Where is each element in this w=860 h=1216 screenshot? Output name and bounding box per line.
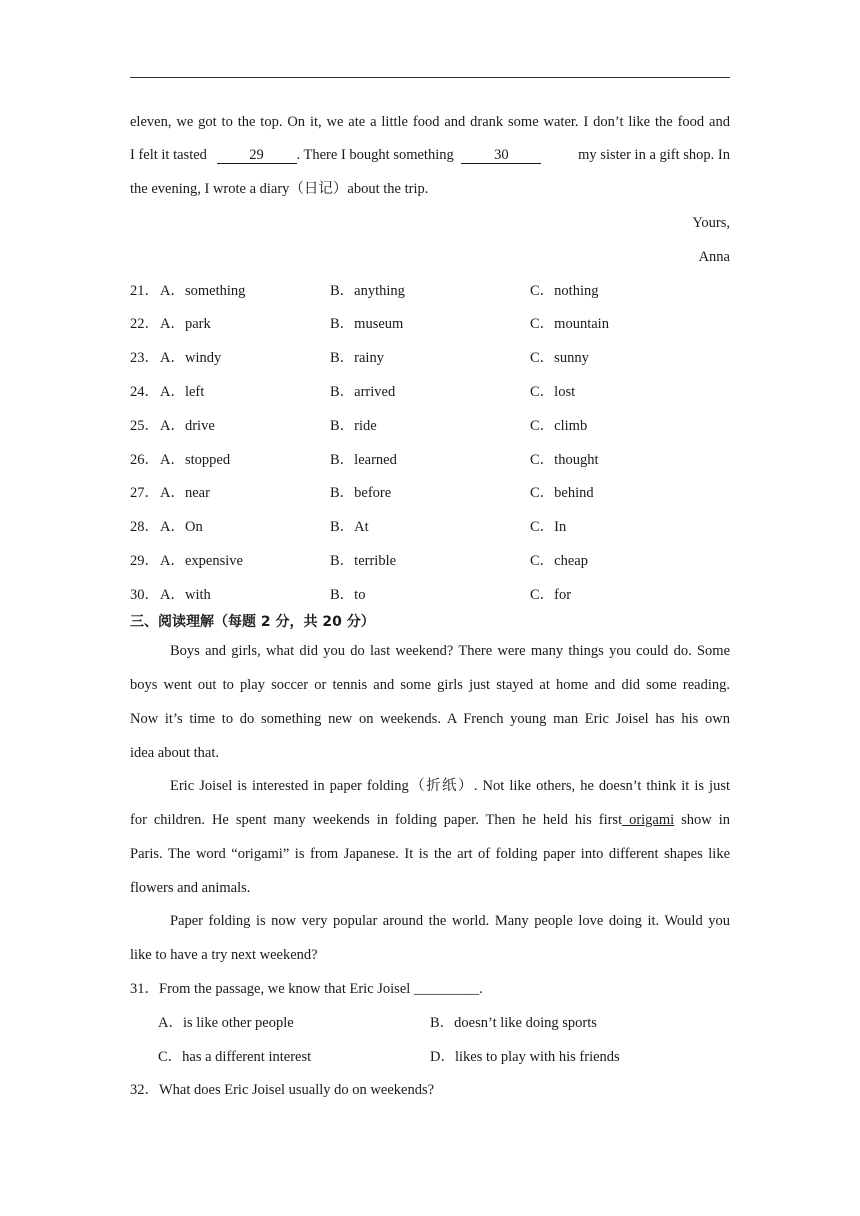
blank-29: 29 (217, 147, 297, 164)
question-number: 30． (130, 587, 159, 603)
option-row (130, 450, 730, 470)
passage-line: boys went out to play soccer or tennis and some girls just stayed at home and did some reading. (130, 677, 730, 693)
question-number: 24． (130, 384, 159, 400)
option-a: A．drive (160, 418, 215, 434)
question-number: 25． (130, 418, 159, 434)
option-a: A．with (160, 587, 211, 603)
q31-option-d: D．likes to play with his friends (430, 1049, 620, 1065)
option-a: A．park (160, 316, 211, 332)
option-c: C．nothing (530, 283, 599, 299)
option-a: A．stopped (160, 452, 231, 468)
passage-line: Paris. The word “origami” is from Japanese. It is the art of folding paper into different shapes like (130, 846, 730, 862)
option-c: C．sunny (530, 350, 589, 366)
option-b: B．rainy (330, 350, 384, 366)
option-c: C．In (530, 519, 567, 535)
option-b: B．before (330, 485, 392, 501)
option-row (130, 551, 730, 571)
passage-line: Eric Joisel is interested in paper folding（折纸）. Not like others, he doesn’t think it is just (170, 778, 730, 794)
passage-line: Now it’s time to do something new on weekends. A French young man Eric Joisel has his own (130, 711, 730, 727)
option-row (130, 585, 730, 605)
question-31-options-row-2 (130, 1047, 730, 1067)
origami-underlined-word: origami (622, 812, 675, 828)
passage-line: Boys and girls, what did you do last weekend? There were many things you could do. Some (170, 643, 730, 659)
letter-signature: Anna (698, 249, 730, 265)
header-rule (130, 77, 730, 78)
question-number: 23． (130, 350, 159, 366)
letter-line-2-end: my sister in a gift shop. In (578, 147, 730, 163)
option-b: B．arrived (330, 384, 396, 400)
question-number: 22． (130, 316, 159, 332)
question-number: 21． (130, 283, 159, 299)
option-b: B．At (330, 519, 369, 535)
question-31: 31．From the passage, we know that Eric Joisel _________. (130, 981, 483, 997)
option-a: A．something (160, 283, 246, 299)
q31-option-b: B．doesn’t like doing sports (430, 1015, 597, 1031)
question-number: 26． (130, 452, 159, 468)
question-number: 27． (130, 485, 159, 501)
option-row (130, 348, 730, 368)
question-32: 32．What does Eric Joisel usually do on weekends? (130, 1082, 435, 1098)
option-a: A．expensive (160, 553, 243, 569)
option-a: A．windy (160, 350, 222, 366)
q31-option-a: A．is like other people (158, 1015, 294, 1031)
option-b: B．terrible (330, 553, 397, 569)
option-b: B．to (330, 587, 366, 603)
option-a: A．On (160, 519, 203, 535)
option-row (130, 281, 730, 301)
option-b: B．ride (330, 418, 377, 434)
passage-line (130, 810, 730, 830)
passage-text: for children. He spent many weekends in folding paper. Then he held his first (130, 812, 623, 828)
option-c: C．behind (530, 485, 594, 501)
section-heading: 三、阅读理解（每题 2 分，共 20 分） (130, 614, 375, 630)
option-c: C．thought (530, 452, 599, 468)
letter-line-2 (130, 145, 730, 165)
option-b: B．anything (330, 283, 405, 299)
question-number: 28． (130, 519, 159, 535)
option-row (130, 314, 730, 334)
passage-line: flowers and animals. (130, 880, 251, 896)
letter-line-2-mid: . There I bought something (296, 147, 454, 163)
option-row (130, 382, 730, 402)
option-c: C．cheap (530, 553, 588, 569)
passage-line: Paper folding is now very popular around the world. Many people love doing it. Would you (170, 913, 730, 929)
option-row (130, 416, 730, 436)
option-c: C．for (530, 587, 572, 603)
letter-line-2-start: I felt it tasted (130, 147, 207, 163)
option-b: B．learned (330, 452, 397, 468)
option-a: A．left (160, 384, 205, 400)
letter-closing: Yours, (692, 215, 730, 231)
passage-text: show in (674, 812, 730, 828)
blank-30: 30 (461, 147, 541, 164)
q31-option-c: C．has a different interest (158, 1049, 312, 1065)
option-b: B．museum (330, 316, 404, 332)
passage-line: idea about that. (130, 745, 219, 761)
option-c: C．mountain (530, 316, 609, 332)
option-a: A．near (160, 485, 210, 501)
option-c: C．climb (530, 418, 588, 434)
option-c: C．lost (530, 384, 576, 400)
question-number: 29． (130, 553, 159, 569)
letter-line-1: eleven, we got to the top. On it, we ate a little food and drank some water. I don’t like the food and (130, 114, 730, 130)
passage-line: like to have a try next weekend? (130, 947, 318, 963)
option-row (130, 483, 730, 503)
letter-line-3: the evening, I wrote a diary（日记）about the trip. (130, 181, 429, 197)
question-31-options-row-1 (130, 1013, 730, 1033)
option-row (130, 517, 730, 537)
